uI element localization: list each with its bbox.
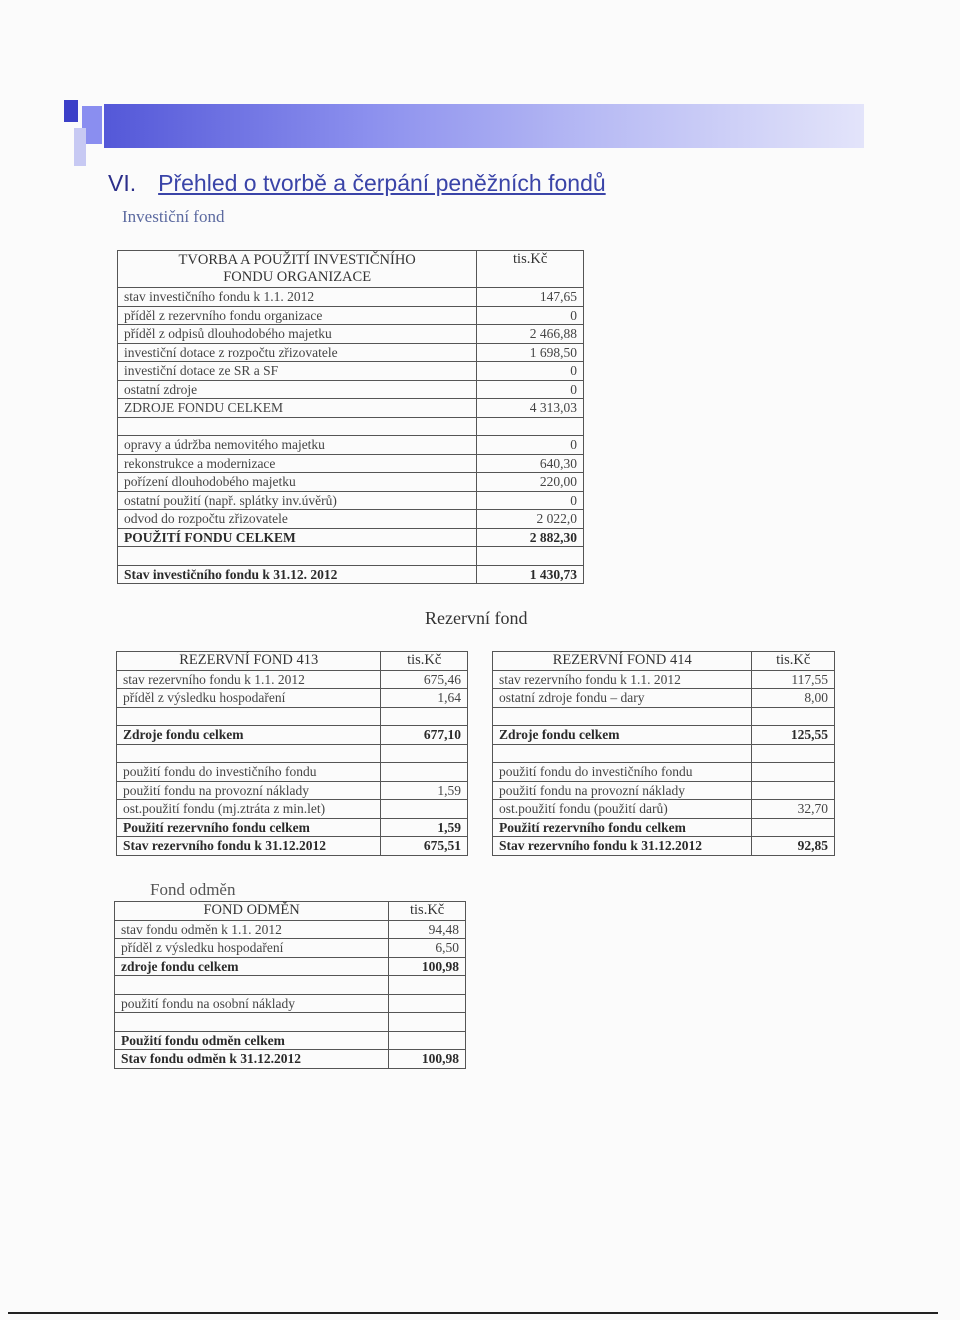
table-row: opravy a údržba nemovitého majetku 0 — [118, 436, 584, 455]
page-bottom-rule — [8, 1312, 938, 1314]
unit-label: tis.Kč — [477, 251, 584, 288]
reserve-fund-413-table — [116, 651, 468, 856]
sources-total-row: ZDROJE FONDU CELKEM 4 313,03 — [118, 399, 584, 418]
table-row: použití fondu na osobní náklady — [115, 994, 466, 1013]
spacer-row — [493, 707, 835, 726]
sources-total-row: zdroje fondu celkem 100,98 — [115, 957, 466, 976]
table-row: příděl z výsledku hospodaření 6,50 — [115, 939, 466, 958]
uses-total-row: Použití rezervního fondu celkem — [493, 818, 835, 837]
table-row: ostatní zdroje fondu – dary 8,00 — [493, 689, 835, 708]
final-balance-row: Stav fondu odměn k 31.12.2012 100,98 — [115, 1050, 466, 1069]
reserve-fund-title: Rezervní fond — [425, 608, 528, 628]
table-row: ostatní zdroje 0 — [118, 380, 584, 399]
header-line-1: TVORBA A POUŽITÍ INVESTIČNÍHO — [178, 252, 416, 268]
final-balance-row: Stav investičního fondu k 31.12. 2012 1 430,73 — [118, 565, 584, 584]
table-row: stav rezervního fondu k 1.1. 2012 117,55 — [493, 670, 835, 689]
final-balance-row: Stav rezervního fondu k 31.12.2012 675,51 — [117, 837, 468, 856]
table-row: příděl z rezervního fondu organizace 0 — [118, 306, 584, 325]
header-banner — [64, 100, 864, 150]
reward-fund-title: Fond odměn — [150, 880, 236, 899]
final-balance-row: Stav rezervního fondu k 31.12.2012 92,85 — [493, 837, 835, 856]
table-header: FOND ODMĚN tis.Kč — [115, 902, 466, 921]
reward-fund-table — [114, 901, 466, 1069]
spacer-row — [117, 744, 468, 763]
section-number: VI. — [108, 170, 137, 196]
uses-total-row: Použití fondu odměn celkem — [115, 1031, 466, 1050]
table-row: stav fondu odměn k 1.1. 2012 94,48 — [115, 920, 466, 939]
table-row: investiční dotace ze SR a SF 0 — [118, 362, 584, 381]
table-row: rekonstrukce a modernizace 640,30 — [118, 454, 584, 473]
spacer-row — [118, 417, 584, 436]
table-row: stav investičního fondu k 1.1. 2012 147,65 — [118, 288, 584, 307]
table-row: ost.použití fondu (použití darů) 32,70 — [493, 800, 835, 819]
table-row: stav rezervního fondu k 1.1. 2012 675,46 — [117, 670, 468, 689]
table-row: použití fondu do investičního fondu — [117, 763, 468, 782]
spacer-row — [115, 1013, 466, 1032]
table-row: příděl z výsledku hospodaření 1,64 — [117, 689, 468, 708]
table-row: investiční dotace z rozpočtu zřizovatele 1 698,50 — [118, 343, 584, 362]
table-row: použití fondu na provozní náklady 1,59 — [117, 781, 468, 800]
sources-total-row: Zdroje fondu celkem 125,55 — [493, 726, 835, 745]
spacer-row — [115, 976, 466, 995]
reserve-fund-414-table — [492, 651, 835, 856]
table-row: příděl z odpisů dlouhodobého majetku 2 466,88 — [118, 325, 584, 344]
table-row: ostatní použití (např. splátky inv.úvěrů) 0 — [118, 491, 584, 510]
table-row: odvod do rozpočtu zřizovatele 2 022,0 — [118, 510, 584, 529]
uses-total-row: Použití rezervního fondu celkem 1,59 — [117, 818, 468, 837]
table-row: pořízení dlouhodobého majetku 220,00 — [118, 473, 584, 492]
investment-fund-table — [117, 250, 584, 584]
spacer-row — [493, 744, 835, 763]
uses-total-row: POUŽITÍ FONDU CELKEM 2 882,30 — [118, 528, 584, 547]
spacer-row — [117, 707, 468, 726]
investment-fund-subheading: Investiční fond — [122, 207, 225, 226]
table-row: použití fondu do investičního fondu — [493, 763, 835, 782]
section-heading — [108, 170, 606, 197]
section-title: Přehled o tvorbě a čerpání peněžních fondů — [158, 170, 606, 196]
table-header: REZERVNÍ FOND 414 tis.Kč — [493, 652, 835, 671]
table-row: ost.použití fondu (mj.ztráta z min.let) — [117, 800, 468, 819]
sources-total-row: Zdroje fondu celkem 677,10 — [117, 726, 468, 745]
table-row: použití fondu na provozní náklady — [493, 781, 835, 800]
table-header — [118, 251, 584, 288]
spacer-row — [118, 547, 584, 566]
header-line-2: FONDU ORGANIZACE — [223, 269, 372, 285]
table-header: REZERVNÍ FOND 413 tis.Kč — [117, 652, 468, 671]
